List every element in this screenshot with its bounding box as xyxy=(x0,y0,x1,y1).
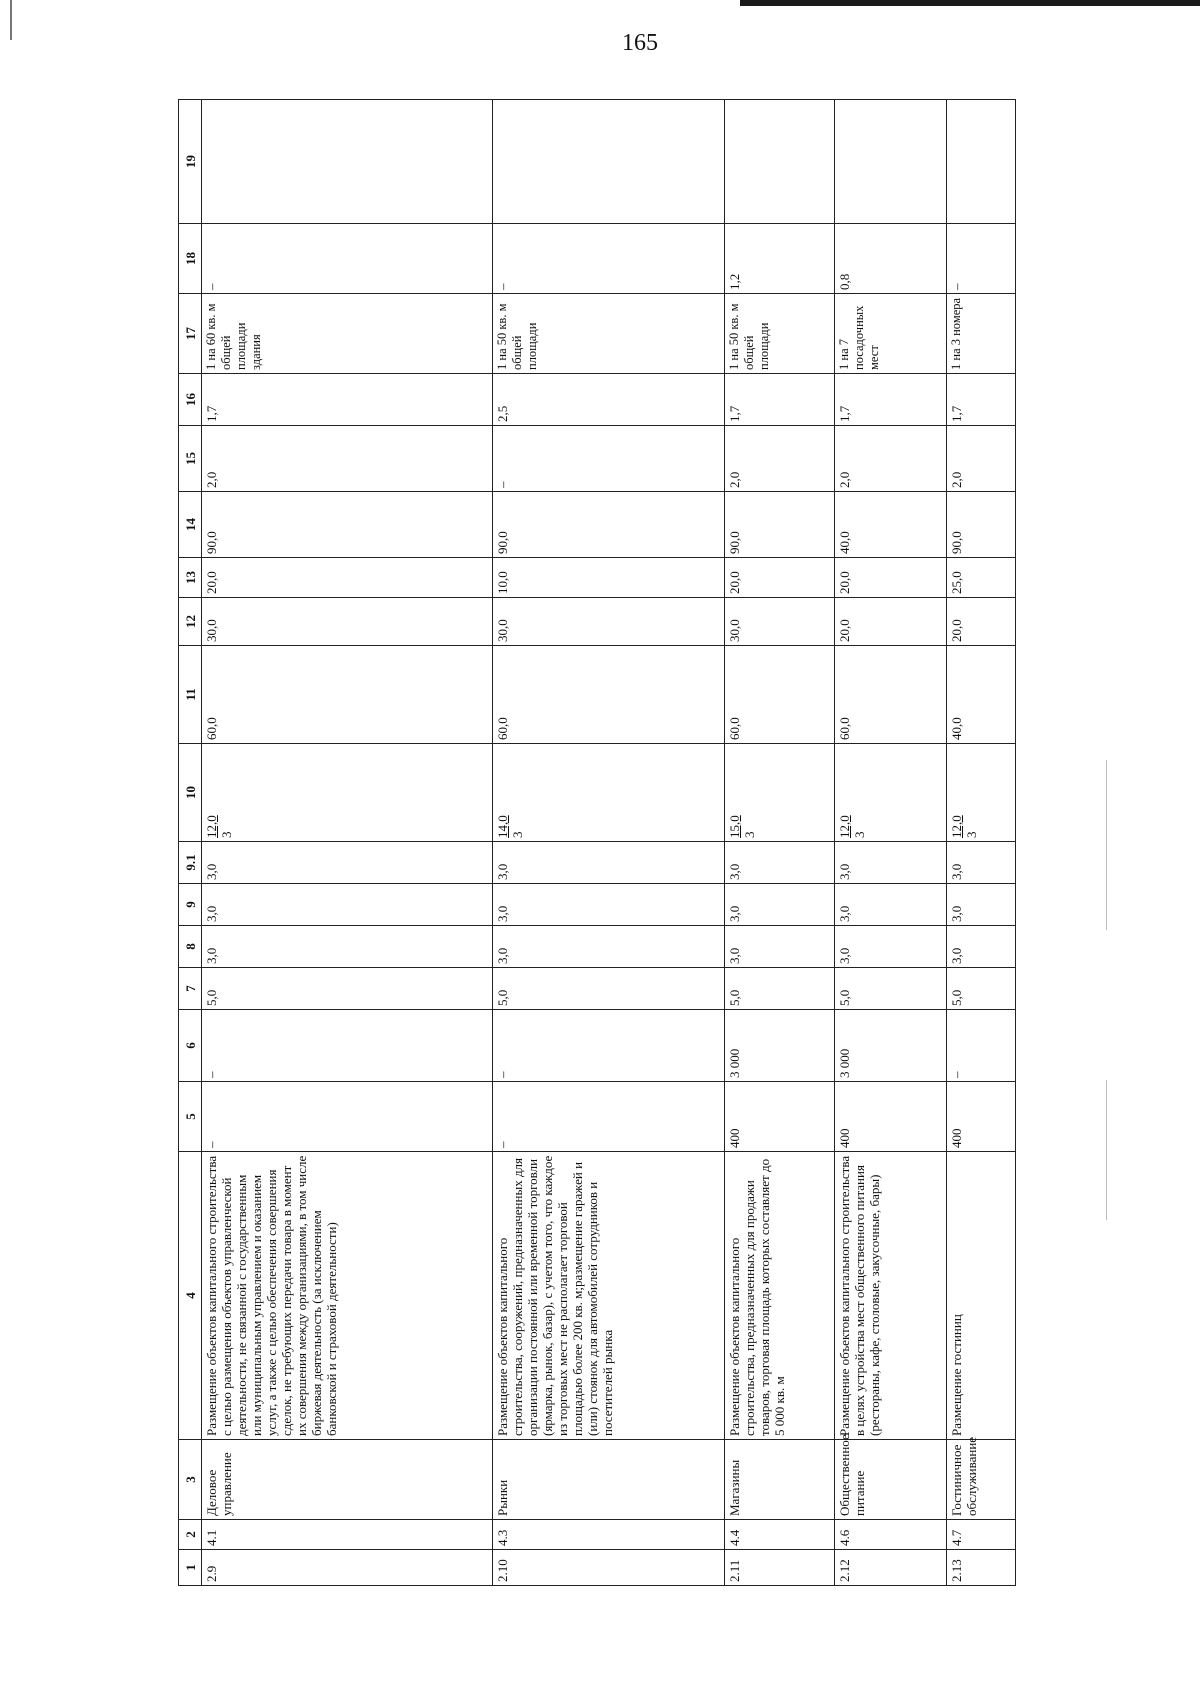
cell-row-number: 2.11 xyxy=(724,1550,834,1586)
cell-c13: 25,0 xyxy=(947,558,1016,598)
cell-description: Размещение объектов капитального строительства, сооружений, предназначенных для организации постоянной или временной торговли (ярмарка, рынок, базар), с учетом того, что каждое из торговых мест не располагает торговой площадью более 200 кв. м;размещение гаражей и (или) стоянок для автомобилей сотрудников и посетителей рынка xyxy=(493,1152,724,1440)
fraction-denominator: 3 xyxy=(510,831,526,838)
col-header: 3 xyxy=(179,1440,202,1520)
cell-c17: 1 на 50 кв. м общей площади xyxy=(493,294,724,374)
fraction xyxy=(727,815,757,838)
cell-c8: 3,0 xyxy=(834,926,946,968)
cell-c9-1: 3,0 xyxy=(834,842,946,884)
cell-c7: 5,0 xyxy=(834,968,946,1010)
cell-c6: 3 000 xyxy=(724,1010,834,1082)
table-row xyxy=(724,100,834,1586)
cell-c8: 3,0 xyxy=(724,926,834,968)
col-header: 7 xyxy=(179,968,202,1010)
table-row xyxy=(493,100,724,1586)
col-header: 14 xyxy=(179,492,202,558)
cell-c12: 20,0 xyxy=(834,598,946,646)
cell-c6: – xyxy=(202,1010,493,1082)
col-header: 16 xyxy=(179,374,202,426)
scan-edge-left xyxy=(10,0,12,40)
cell-c6: 3 000 xyxy=(834,1010,946,1082)
regulations-table xyxy=(178,99,1016,1586)
scan-border-top xyxy=(740,0,1200,6)
scan-artifact-line xyxy=(1106,760,1107,930)
cell-c15: – xyxy=(493,426,724,492)
cell-c7: 5,0 xyxy=(493,968,724,1010)
table-row xyxy=(947,100,1016,1586)
cell-c14: 90,0 xyxy=(493,492,724,558)
col-header: 9 xyxy=(179,884,202,926)
fraction-numerator: 14,0 xyxy=(495,815,511,838)
cell-c16: 1,7 xyxy=(947,374,1016,426)
fraction xyxy=(495,815,525,838)
header-row xyxy=(179,100,202,1586)
fraction-numerator: 12,0 xyxy=(949,815,965,838)
cell-c16: 1,7 xyxy=(834,374,946,426)
cell-c9-1: 3,0 xyxy=(947,842,1016,884)
cell-c19 xyxy=(834,100,946,224)
cell-c7: 5,0 xyxy=(202,968,493,1010)
cell-c17: 1 на 50 кв. м общей площади xyxy=(724,294,834,374)
cell-c8: 3,0 xyxy=(947,926,1016,968)
cell-row-number: 2.9 xyxy=(202,1550,493,1586)
cell-use-type: Гостиничное обслуживание xyxy=(947,1440,1016,1520)
cell-c9-1: 3,0 xyxy=(202,842,493,884)
cell-c9: 3,0 xyxy=(493,884,724,926)
col-header: 19 xyxy=(179,100,202,224)
fraction-denominator: 3 xyxy=(964,831,980,838)
cell-c6: – xyxy=(947,1010,1016,1082)
cell-c17: 1 на 7 посадочных мест xyxy=(834,294,946,374)
col-header: 15 xyxy=(179,426,202,492)
cell-c18: – xyxy=(202,224,493,294)
cell-c8: 3,0 xyxy=(202,926,493,968)
cell-description: Размещение объектов капитального строительства в целях устройства мест общественного питания (рестораны, кафе, столовые, закусочные, бары) xyxy=(834,1152,946,1440)
cell-c12: 30,0 xyxy=(724,598,834,646)
fraction-numerator: 15,0 xyxy=(726,815,742,838)
col-header: 13 xyxy=(179,558,202,598)
cell-row-number: 2.12 xyxy=(834,1550,946,1586)
cell-c5: – xyxy=(493,1082,724,1152)
cell-code: 4.6 xyxy=(834,1520,946,1550)
cell-c6: – xyxy=(493,1010,724,1082)
cell-c15: 2,0 xyxy=(834,426,946,492)
cell-c10 xyxy=(834,744,946,842)
cell-c13: 20,0 xyxy=(202,558,493,598)
cell-c19 xyxy=(493,100,724,224)
cell-use-type: Деловое управление xyxy=(202,1440,493,1520)
cell-c19 xyxy=(947,100,1016,224)
col-header: 11 xyxy=(179,646,202,744)
cell-c9: 3,0 xyxy=(947,884,1016,926)
col-header: 12 xyxy=(179,598,202,646)
col-header: 6 xyxy=(179,1010,202,1082)
cell-c17: 1 на 3 номера xyxy=(947,294,1016,374)
cell-c17: 1 на 60 кв. м общей площади здания xyxy=(202,294,493,374)
cell-c8: 3,0 xyxy=(493,926,724,968)
cell-c15: 2,0 xyxy=(202,426,493,492)
cell-row-number: 2.13 xyxy=(947,1550,1016,1586)
cell-c12: 30,0 xyxy=(202,598,493,646)
cell-c11: 60,0 xyxy=(493,646,724,744)
table-row xyxy=(834,100,946,1586)
cell-c13: 10,0 xyxy=(493,558,724,598)
cell-c16: 1,7 xyxy=(724,374,834,426)
col-header: 1 xyxy=(179,1550,202,1586)
cell-c12: 30,0 xyxy=(493,598,724,646)
cell-c10 xyxy=(493,744,724,842)
cell-c9-1: 3,0 xyxy=(724,842,834,884)
cell-c19 xyxy=(202,100,493,224)
cell-c16: 1,7 xyxy=(202,374,493,426)
cell-c9: 3,0 xyxy=(202,884,493,926)
cell-c14: 90,0 xyxy=(202,492,493,558)
cell-code: 4.7 xyxy=(947,1520,1016,1550)
fraction-denominator: 3 xyxy=(851,831,867,838)
table-row xyxy=(202,100,493,1586)
cell-description: Размещение объектов капитального строительства с целью размещения объектов управленческой деятельности, не связанной с государственным или муниципальным управлением и оказанием услуг, а также с целью обеспечения совершения сделок, не требующих передачи товара в момент их совершения между организациями, в том числе биржевая деятельность (за исключением банковской и страховой деятельности) xyxy=(202,1152,493,1440)
cell-c15: 2,0 xyxy=(947,426,1016,492)
cell-c11: 60,0 xyxy=(202,646,493,744)
fraction xyxy=(949,815,979,838)
cell-c12: 20,0 xyxy=(947,598,1016,646)
cell-c18: – xyxy=(493,224,724,294)
fraction-denominator: 3 xyxy=(219,831,234,838)
cell-code: 4.4 xyxy=(724,1520,834,1550)
cell-c9: 3,0 xyxy=(724,884,834,926)
col-header: 8 xyxy=(179,926,202,968)
cell-c5: 400 xyxy=(947,1082,1016,1152)
cell-c11: 40,0 xyxy=(947,646,1016,744)
col-header: 9.1 xyxy=(179,842,202,884)
col-header: 5 xyxy=(179,1082,202,1152)
col-header: 18 xyxy=(179,224,202,294)
cell-c14: 90,0 xyxy=(947,492,1016,558)
cell-c19 xyxy=(724,100,834,224)
cell-c10 xyxy=(724,744,834,842)
cell-c5: 400 xyxy=(724,1082,834,1152)
cell-use-type: Общественное питание xyxy=(834,1440,946,1520)
page-number: 165 xyxy=(622,30,658,56)
cell-c18: 0,8 xyxy=(834,224,946,294)
cell-c18: – xyxy=(947,224,1016,294)
fraction-numerator: 12,0 xyxy=(836,815,852,838)
cell-c9: 3,0 xyxy=(834,884,946,926)
col-header: 17 xyxy=(179,294,202,374)
cell-c5: 400 xyxy=(834,1082,946,1152)
fraction xyxy=(204,815,234,838)
rotated-table-container xyxy=(178,120,1016,1586)
cell-code: 4.3 xyxy=(493,1520,724,1550)
cell-code: 4.1 xyxy=(202,1520,493,1550)
col-header: 2 xyxy=(179,1520,202,1550)
cell-c15: 2,0 xyxy=(724,426,834,492)
fraction-denominator: 3 xyxy=(741,831,757,838)
cell-c14: 40,0 xyxy=(834,492,946,558)
cell-c7: 5,0 xyxy=(724,968,834,1010)
cell-c16: 2,5 xyxy=(493,374,724,426)
cell-c13: 20,0 xyxy=(724,558,834,598)
cell-c10 xyxy=(202,744,493,842)
cell-use-type: Магазины xyxy=(724,1440,834,1520)
cell-c10 xyxy=(947,744,1016,842)
fraction-numerator: 12,0 xyxy=(204,815,219,838)
cell-c11: 60,0 xyxy=(834,646,946,744)
cell-c13: 20,0 xyxy=(834,558,946,598)
cell-use-type: Рынки xyxy=(493,1440,724,1520)
scan-artifact-line xyxy=(1106,1080,1107,1220)
cell-description: Размещение гостиниц xyxy=(947,1152,1016,1440)
cell-description: Размещение объектов капитального строительства, предназначенных для продажи товаров, торговая площадь которых составляет до 5 000 кв. м xyxy=(724,1152,834,1440)
cell-c11: 60,0 xyxy=(724,646,834,744)
cell-c18: 1,2 xyxy=(724,224,834,294)
cell-c14: 90,0 xyxy=(724,492,834,558)
cell-row-number: 2.10 xyxy=(493,1550,724,1586)
cell-c5: – xyxy=(202,1082,493,1152)
col-header: 4 xyxy=(179,1152,202,1440)
fraction xyxy=(837,815,867,838)
col-header: 10 xyxy=(179,744,202,842)
cell-c9-1: 3,0 xyxy=(493,842,724,884)
cell-c7: 5,0 xyxy=(947,968,1016,1010)
